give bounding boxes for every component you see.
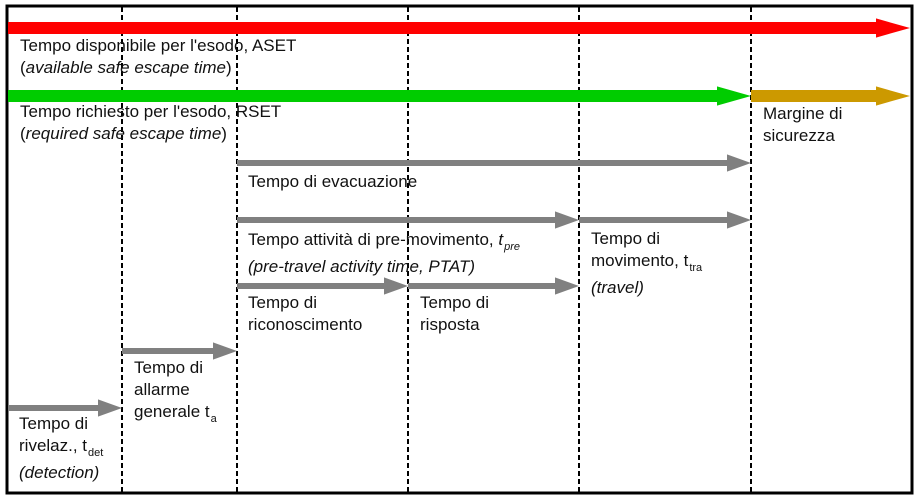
general-alarm-time-label: Tempo di allarme generale $t_a$: [134, 358, 217, 425]
detection-time-label: Tempo di rivelaz., $t_{det}$ (detection): [19, 414, 104, 482]
rset-label: [20, 101, 281, 145]
rset-subtitle: (required safe escape time): [20, 124, 227, 143]
rset-title: Tempo richiesto per l'esodo, RSET: [20, 102, 282, 121]
aset-title: Tempo disponibile per l'esodo, ASET: [20, 36, 297, 55]
recognition-time-label: Tempo di riconoscimento: [248, 293, 363, 334]
safety-margin-label: Margine di sicurezza: [763, 104, 843, 145]
evacuation-time-label: Tempo di evacuazione: [248, 172, 418, 191]
response-time-label: Tempo di risposta: [420, 293, 489, 334]
travel-time-label: Tempo di movimento, $t_{tra}$ (travel): [591, 229, 703, 297]
aset-subtitle: (available safe escape time): [20, 58, 232, 77]
aset-label: [20, 35, 296, 79]
pre-movement-time-label: Tempo attività di pre-movimento, $t_{pre}$ (pre-travel activity time, PTAT): [248, 230, 521, 276]
